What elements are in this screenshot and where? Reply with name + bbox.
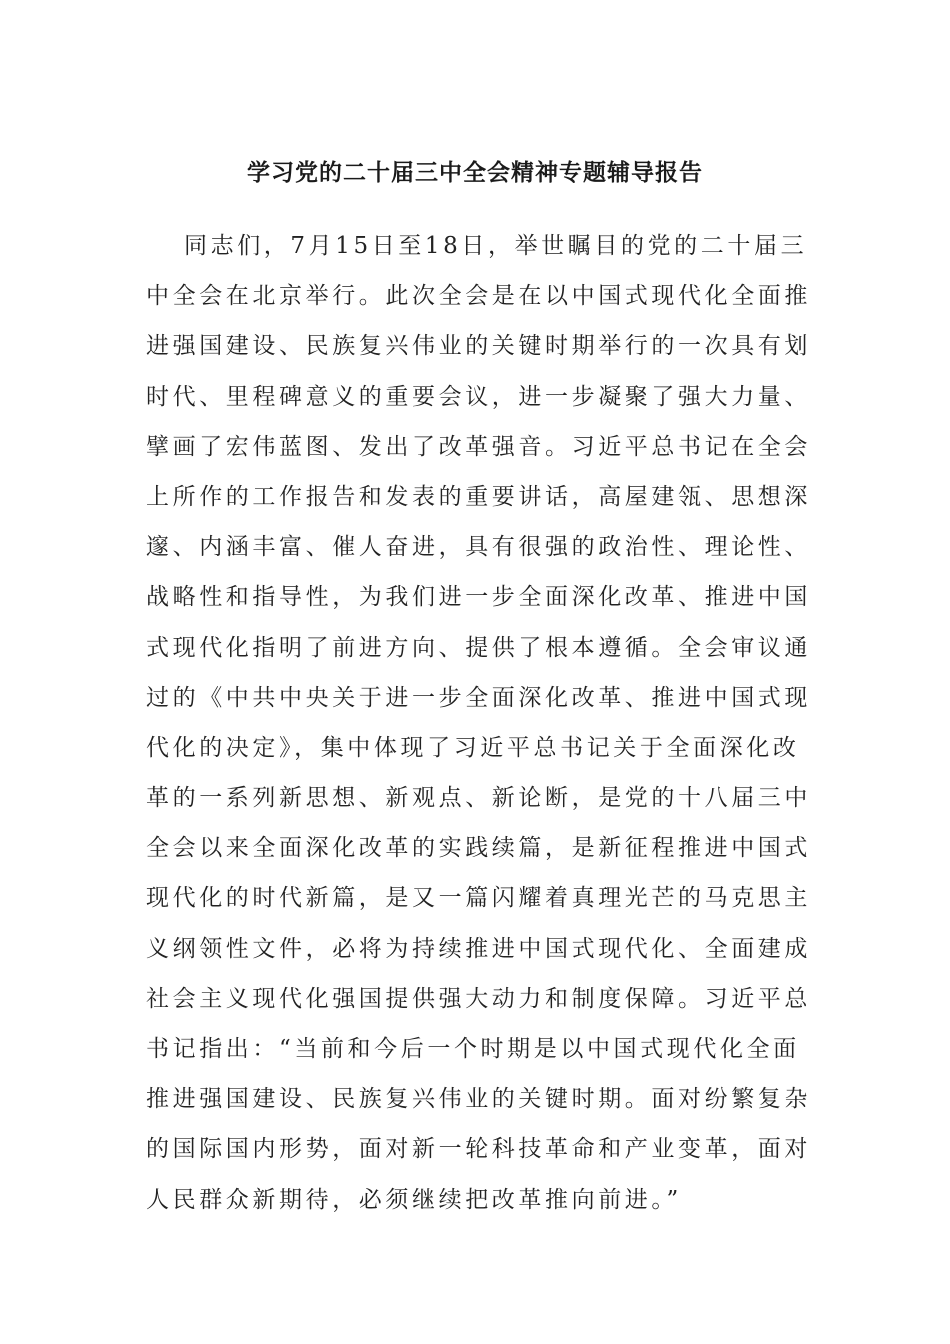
text-line: 过的《中共中央关于进一步全面深化改革、推进中国式现 [146, 684, 811, 711]
text-line: 人民群众新期待，必须继续把改革推向前进。” [146, 1186, 682, 1213]
document-body [146, 221, 816, 1225]
text-line: 同志们，7月15日至18日，举世瞩目的党的二十届三 [184, 233, 808, 259]
text-line: 全会以来全面深化改革的实践续篇，是新征程推进中国式 [146, 835, 811, 862]
text-line: 上所作的工作报告和发表的重要讲话，高屋建瓴、思想深 [146, 483, 811, 510]
text-line: 战略性和指导性，为我们进一步全面深化改革、推进中国 [146, 584, 811, 611]
text-line: 现代化的时代新篇，是又一篇闪耀着真理光芒的马克思主 [146, 885, 811, 912]
text-line: 义纲领性文件，必将为持续推进中国式现代化、全面建成 [146, 935, 811, 962]
text-line: 擘画了宏伟蓝图、发出了改革强音。习近平总书记在全会 [146, 433, 811, 460]
text-line: 中全会在北京举行。此次全会是在以中国式现代化全面推 [146, 283, 811, 310]
text-line: 推进强国建设、民族复兴伟业的关键时期。面对纷繁复杂 [146, 1086, 811, 1113]
text-line: 进强国建设、民族复兴伟业的关键时期举行的一次具有划 [146, 333, 811, 360]
document-title: 学习党的二十届三中全会精神专题辅导报告 [247, 160, 703, 186]
text-line: 革的一系列新思想、新观点、新论断，是党的十八届三中 [146, 785, 811, 812]
text-line: 时代、里程碑意义的重要会议，进一步凝聚了强大力量、 [146, 383, 811, 410]
text-line: 社会主义现代化强国提供强大动力和制度保障。习近平总 [146, 985, 811, 1012]
text-line: 的国际国内形势，面对新一轮科技革命和产业变革，面对 [146, 1136, 811, 1163]
text-line: 书记指出：“当前和今后一个时期是以中国式现代化全面 [146, 1036, 800, 1062]
text-line: 式现代化指明了前进方向、提供了根本遵循。全会审议通 [146, 634, 811, 661]
text-line: 代化的决定》，集中体现了习近平总书记关于全面深化改 [146, 734, 800, 761]
text-line: 邃、内涵丰富、催人奋进，具有很强的政治性、理论性、 [146, 534, 811, 561]
